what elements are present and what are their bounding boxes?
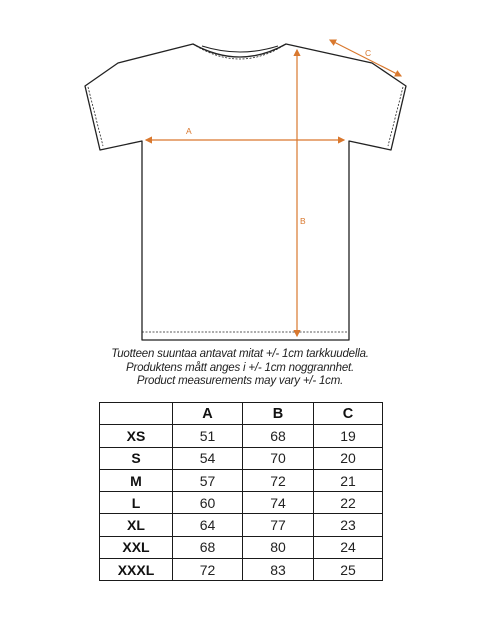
size-cell: XL <box>100 514 173 536</box>
header-c: C <box>314 403 383 425</box>
header-a: A <box>173 403 243 425</box>
value-b-cell: 68 <box>243 425 314 447</box>
value-a-cell: 68 <box>173 536 243 558</box>
value-c-cell: 25 <box>314 559 383 581</box>
value-b-cell: 80 <box>243 536 314 558</box>
value-a-cell: 60 <box>173 492 243 514</box>
value-c-cell: 24 <box>314 536 383 558</box>
value-b-cell: 83 <box>243 559 314 581</box>
value-c-cell: 22 <box>314 492 383 514</box>
size-cell: XXXL <box>100 559 173 581</box>
note-english: Product measurements may vary +/- 1cm. <box>136 375 344 387</box>
table-row <box>100 425 383 447</box>
note-finnish: Tuotteen suuntaa antavat mitat +/- 1cm tarkkuudella. <box>111 348 369 360</box>
measurement-arrows <box>146 40 401 336</box>
table-row <box>100 447 383 469</box>
value-a-cell: 57 <box>173 469 243 491</box>
size-cell: XS <box>100 425 173 447</box>
header-b: B <box>243 403 314 425</box>
value-a-cell: 54 <box>173 447 243 469</box>
label-b: B <box>300 216 306 226</box>
label-c: C <box>365 48 372 58</box>
value-a-cell: 72 <box>173 559 243 581</box>
note-swedish: Produktens mått anges i +/- 1cm noggrannhet. <box>125 361 355 374</box>
size-cell: L <box>100 492 173 514</box>
table-row <box>100 514 383 536</box>
value-c-cell: 19 <box>314 425 383 447</box>
table-row <box>100 559 383 581</box>
tshirt-outline <box>85 44 406 340</box>
size-table <box>99 402 383 581</box>
size-cell: XXL <box>100 536 173 558</box>
table-row <box>100 492 383 514</box>
table-header-row <box>100 403 383 425</box>
size-cell: M <box>100 469 173 491</box>
table-row <box>100 536 383 558</box>
value-c-cell: 21 <box>314 469 383 491</box>
value-b-cell: 72 <box>243 469 314 491</box>
label-a: A <box>186 126 192 136</box>
value-b-cell: 77 <box>243 514 314 536</box>
size-cell: S <box>100 447 173 469</box>
header-size <box>100 403 173 425</box>
value-b-cell: 70 <box>243 447 314 469</box>
value-a-cell: 64 <box>173 514 243 536</box>
arrow-c <box>330 40 401 76</box>
table-row <box>100 469 383 491</box>
measurement-notes <box>0 348 480 389</box>
value-b-cell: 74 <box>243 492 314 514</box>
value-a-cell: 51 <box>173 425 243 447</box>
value-c-cell: 23 <box>314 514 383 536</box>
value-c-cell: 20 <box>314 447 383 469</box>
